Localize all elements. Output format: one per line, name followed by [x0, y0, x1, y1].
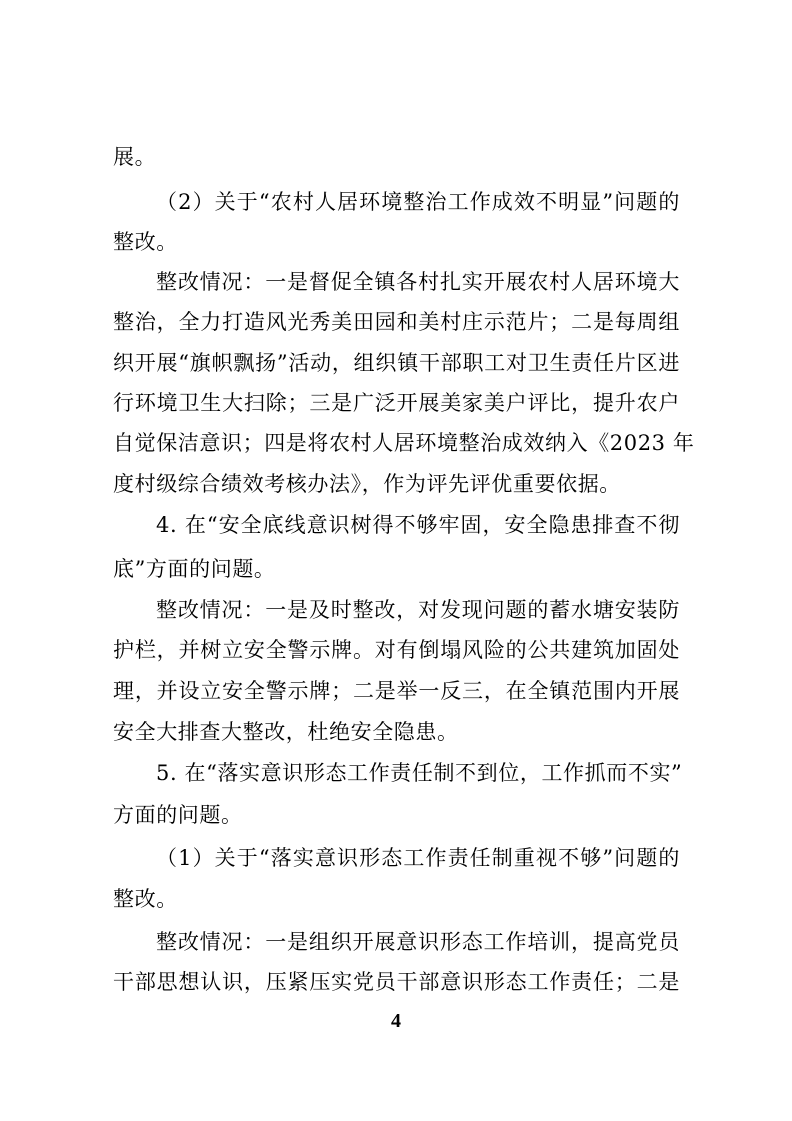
- paragraph-line: 整治，全力打造风光秀美田园和美村庄示范片；二是每周组: [113, 310, 680, 334]
- paragraph-line: 自觉保洁意识；四是将农村人居环境整治成效纳入《2023 年: [113, 431, 695, 455]
- page-number: 4: [391, 1010, 401, 1032]
- text-line: [0, 464, 792, 504]
- text-line: [0, 630, 792, 670]
- text-line: [0, 262, 792, 302]
- text-line: [0, 671, 792, 711]
- paragraph-line: 干部思想认识，压紧压实党员干部意识形态工作责任；二是: [113, 970, 680, 994]
- text-line: [0, 302, 792, 342]
- text-line: [0, 222, 792, 262]
- paragraph-line: 行环境卫生大扫除；三是广泛开展美家美户评比，提升农户: [113, 391, 680, 415]
- paragraph-line: 护栏，并树立安全警示牌。对有倒塌风险的公共建筑加固处: [113, 638, 680, 662]
- text-line: [0, 383, 792, 423]
- subsection-heading: （1）关于“落实意识形态工作责任制重视不够”问题的: [156, 846, 680, 870]
- section-heading-continuation: 方面的问题。: [113, 803, 243, 827]
- section-heading-continuation: 底”方面的问题。: [113, 557, 276, 581]
- paragraph-first-line: 整改情况：一是及时整改，对发现问题的蓄水塘安装防: [156, 598, 680, 622]
- paragraph-line: 理，并设立安全警示牌；二是举一反三，在全镇范围内开展: [113, 679, 680, 703]
- text-line: [0, 962, 792, 1002]
- subsection-heading: （2）关于“农村人居环境整治工作成效不明显”问题的: [156, 190, 680, 214]
- subsection-heading-continuation: 整改。: [113, 230, 178, 254]
- paragraph-last-line: 安全大排查大整改，杜绝安全隐患。: [113, 720, 459, 744]
- text-line: [0, 712, 792, 752]
- text-line: [0, 343, 792, 383]
- text-line: [0, 753, 792, 793]
- text-line: [0, 879, 792, 919]
- section-heading: 5. 在“落实意识形态工作责任制不到位，工作抓而不实”: [156, 761, 683, 785]
- text-line: [0, 590, 792, 630]
- section-heading: 4. 在“安全底线意识树得不够牢固，安全隐患排查不彻: [156, 513, 680, 537]
- paragraph-first-line: 整改情况：一是组织开展意识形态工作培训，提高党员: [156, 930, 680, 954]
- text-line: [0, 182, 792, 222]
- text-line: [0, 795, 792, 835]
- paragraph-last-line: 度村级综合绩效考核办法》，作为评先评优重要依据。: [113, 472, 621, 496]
- text-line: [0, 505, 792, 545]
- text-line: [0, 137, 792, 177]
- paragraph-first-line: 整改情况：一是督促全镇各村扎实开展农村人居环境大: [156, 270, 680, 294]
- text-line: [0, 423, 792, 463]
- text-line: [0, 922, 792, 962]
- text-line: [0, 549, 792, 589]
- text-line: [0, 838, 792, 878]
- subsection-heading-continuation: 整改。: [113, 887, 178, 911]
- text-line-content: 展。: [113, 145, 157, 169]
- paragraph-line: 织开展“旗帜飘扬”活动，组织镇干部职工对卫生责任片区进: [113, 351, 680, 375]
